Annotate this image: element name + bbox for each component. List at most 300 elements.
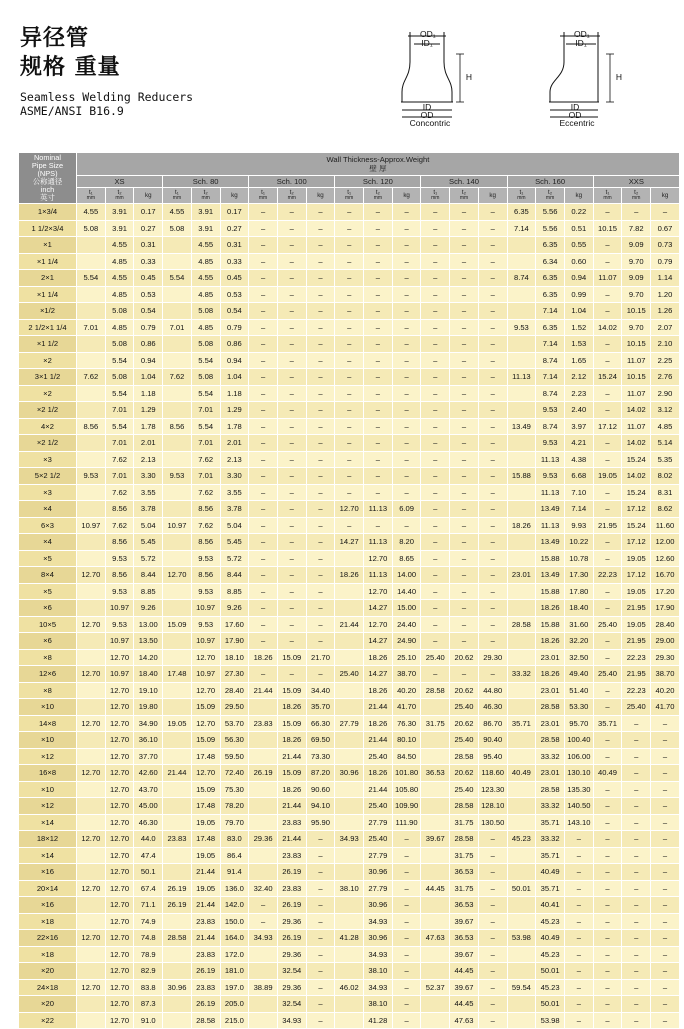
value-cell <box>77 897 106 914</box>
size-cell: 1×3/4 <box>19 204 77 221</box>
value-cell: 21.44 <box>277 748 306 765</box>
value-cell: 24.90 <box>392 633 421 650</box>
value-cell <box>421 1012 450 1029</box>
value-cell: 10.97 <box>105 600 134 617</box>
value-cell: 50.01 <box>507 880 536 897</box>
value-cell: 7.62 <box>77 369 106 386</box>
value-cell: – <box>392 847 421 864</box>
sub-header <box>622 188 651 204</box>
value-cell: 14.27 <box>335 534 364 551</box>
title-en-line2: ASME/ANSI B16.9 <box>20 104 124 118</box>
value-cell: 17.60 <box>220 616 249 633</box>
value-cell: 3.97 <box>564 418 593 435</box>
value-cell: – <box>306 979 335 996</box>
value-cell: 38.89 <box>249 979 278 996</box>
value-cell: 10.15 <box>622 303 651 320</box>
value-cell: 18.26 <box>364 682 393 699</box>
value-cell: 47.63 <box>421 930 450 947</box>
value-cell: 105.80 <box>392 781 421 798</box>
value-cell <box>249 814 278 831</box>
schedule-header: XXS <box>593 176 679 188</box>
value-cell: 38.10 <box>364 963 393 980</box>
value-cell: – <box>249 402 278 419</box>
value-cell: 1.18 <box>220 385 249 402</box>
value-cell: 5.54 <box>105 352 134 369</box>
value-cell: – <box>450 303 479 320</box>
value-cell: 13.00 <box>134 616 163 633</box>
value-cell: 143.10 <box>564 814 593 831</box>
value-cell: – <box>593 781 622 798</box>
value-cell: 8.44 <box>134 567 163 584</box>
value-cell <box>77 402 106 419</box>
value-cell: – <box>277 369 306 386</box>
value-cell: – <box>364 253 393 270</box>
table-row <box>19 963 680 980</box>
value-cell: – <box>306 600 335 617</box>
value-cell: 29.00 <box>651 633 680 650</box>
value-cell: – <box>249 550 278 567</box>
value-cell: 3.91 <box>191 220 220 237</box>
value-cell: – <box>306 963 335 980</box>
value-cell: – <box>593 501 622 518</box>
value-cell: – <box>306 501 335 518</box>
value-cell: 12.70 <box>105 1012 134 1029</box>
value-cell: 215.0 <box>220 1012 249 1029</box>
value-cell: 12.70 <box>105 699 134 716</box>
value-cell: 4.85 <box>105 253 134 270</box>
value-cell: 10.97 <box>77 517 106 534</box>
sub-header <box>593 188 622 204</box>
value-cell <box>77 963 106 980</box>
size-cell: ×1 1/2 <box>19 336 77 353</box>
value-cell: 13.49 <box>507 418 536 435</box>
value-cell: 34.93 <box>364 946 393 963</box>
value-cell: 90.60 <box>306 781 335 798</box>
value-cell: 27.79 <box>364 814 393 831</box>
value-cell: 150.0 <box>220 913 249 930</box>
value-cell <box>249 864 278 881</box>
value-cell: – <box>651 913 680 930</box>
value-cell: – <box>392 336 421 353</box>
value-cell: – <box>306 880 335 897</box>
value-cell: 3.30 <box>134 468 163 485</box>
value-cell: – <box>392 484 421 501</box>
value-cell: 22.23 <box>593 567 622 584</box>
value-cell: – <box>335 385 364 402</box>
eccentric-id-label: ID <box>570 102 580 112</box>
value-cell <box>77 237 106 254</box>
value-cell: 136.0 <box>220 880 249 897</box>
value-cell: 12.70 <box>191 765 220 782</box>
value-cell: – <box>421 567 450 584</box>
value-cell: 79.70 <box>220 814 249 831</box>
value-cell: – <box>622 732 651 749</box>
value-cell: – <box>651 715 680 732</box>
table-row <box>19 996 680 1013</box>
value-cell <box>77 798 106 815</box>
table-row <box>19 237 680 254</box>
value-cell: – <box>249 517 278 534</box>
value-cell <box>335 897 364 914</box>
value-cell: – <box>392 963 421 980</box>
value-cell: – <box>421 319 450 336</box>
table-row <box>19 649 680 666</box>
sub-header-unit: mm <box>517 195 526 201</box>
value-cell: 4.85 <box>191 286 220 303</box>
value-cell: – <box>593 831 622 848</box>
size-cell: ×1/2 <box>19 303 77 320</box>
value-cell: – <box>421 303 450 320</box>
value-cell: – <box>622 897 651 914</box>
value-cell: 19.05 <box>191 847 220 864</box>
value-cell: 67.4 <box>134 880 163 897</box>
value-cell: – <box>450 270 479 287</box>
value-cell: – <box>622 765 651 782</box>
value-cell: – <box>593 979 622 996</box>
value-cell: – <box>622 781 651 798</box>
value-cell: – <box>335 352 364 369</box>
value-cell: – <box>249 204 278 221</box>
size-cell: ×6 <box>19 600 77 617</box>
value-cell: 12.70 <box>364 583 393 600</box>
value-cell: – <box>392 204 421 221</box>
value-cell: 34.93 <box>249 930 278 947</box>
size-cell: 8×4 <box>19 567 77 584</box>
value-cell: – <box>478 534 507 551</box>
value-cell <box>507 435 536 452</box>
value-cell: 46.02 <box>335 979 364 996</box>
value-cell: – <box>478 963 507 980</box>
value-cell <box>163 913 192 930</box>
value-cell: – <box>478 484 507 501</box>
value-cell: 15.09 <box>191 732 220 749</box>
value-cell: 82.9 <box>134 963 163 980</box>
value-cell <box>421 913 450 930</box>
value-cell: 2.12 <box>564 369 593 386</box>
value-cell: 3.30 <box>220 468 249 485</box>
value-cell: 3.78 <box>134 501 163 518</box>
value-cell <box>77 913 106 930</box>
value-cell: – <box>478 666 507 683</box>
value-cell <box>507 633 536 650</box>
value-cell: – <box>392 369 421 386</box>
value-cell: – <box>593 550 622 567</box>
size-cell: ×18 <box>19 913 77 930</box>
value-cell: 86.70 <box>478 715 507 732</box>
value-cell: 25.40 <box>450 732 479 749</box>
value-cell: 0.51 <box>564 220 593 237</box>
value-cell: 21.44 <box>191 930 220 947</box>
value-cell: 38.70 <box>651 666 680 683</box>
value-cell: 12.70 <box>77 979 106 996</box>
value-cell <box>335 814 364 831</box>
value-cell: 6.34 <box>536 253 565 270</box>
value-cell: – <box>364 468 393 485</box>
value-cell: 39.67 <box>421 831 450 848</box>
value-cell: 111.90 <box>392 814 421 831</box>
value-cell <box>507 699 536 716</box>
size-cell: 4×2 <box>19 418 77 435</box>
value-cell: 87.3 <box>134 996 163 1013</box>
value-cell: 8.56 <box>77 418 106 435</box>
value-cell: 25.40 <box>593 666 622 683</box>
value-cell <box>507 352 536 369</box>
value-cell: 11.13 <box>536 484 565 501</box>
value-cell: 17.12 <box>593 418 622 435</box>
sub-header-label: t₂ <box>375 189 380 196</box>
value-cell: 7.01 <box>77 319 106 336</box>
value-cell: 28.58 <box>536 699 565 716</box>
sub-header-unit: mm <box>632 195 641 201</box>
value-cell <box>163 847 192 864</box>
value-cell: – <box>421 369 450 386</box>
value-cell <box>163 946 192 963</box>
value-cell <box>163 435 192 452</box>
value-cell: 12.60 <box>651 550 680 567</box>
value-cell: – <box>392 468 421 485</box>
table-row <box>19 1012 680 1029</box>
size-cell: ×5 <box>19 583 77 600</box>
value-cell: 15.09 <box>277 765 306 782</box>
value-cell: 19.05 <box>163 715 192 732</box>
value-cell: 59.54 <box>507 979 536 996</box>
value-cell: – <box>392 897 421 914</box>
value-cell: 9.53 <box>105 616 134 633</box>
value-cell <box>163 781 192 798</box>
value-cell: 72.40 <box>220 765 249 782</box>
value-cell: 172.0 <box>220 946 249 963</box>
size-cell: ×10 <box>19 699 77 716</box>
size-cell: 2 1/2×1 1/4 <box>19 319 77 336</box>
value-cell: – <box>249 583 278 600</box>
value-cell: 15.88 <box>536 616 565 633</box>
sub-header-label: t₁ <box>175 189 179 196</box>
value-cell: – <box>622 996 651 1013</box>
value-cell <box>507 385 536 402</box>
value-cell: 12.70 <box>105 864 134 881</box>
value-cell: – <box>306 484 335 501</box>
value-cell: 28.58 <box>421 682 450 699</box>
value-cell: 21.95 <box>593 517 622 534</box>
value-cell: 0.67 <box>651 220 680 237</box>
value-cell: 66.30 <box>306 715 335 732</box>
value-cell: 41.28 <box>335 930 364 947</box>
value-cell: 6.35 <box>507 204 536 221</box>
value-cell <box>163 798 192 815</box>
value-cell <box>421 864 450 881</box>
value-cell: 15.09 <box>277 682 306 699</box>
value-cell: – <box>335 402 364 419</box>
value-cell: – <box>622 946 651 963</box>
table-row <box>19 748 680 765</box>
value-cell: 12.70 <box>335 501 364 518</box>
nps-header-line: (NPS) <box>37 169 58 178</box>
value-cell: 44.45 <box>450 996 479 1013</box>
value-cell <box>163 336 192 353</box>
value-cell: 36.10 <box>134 732 163 749</box>
value-cell: 19.05 <box>593 468 622 485</box>
value-cell: – <box>306 946 335 963</box>
sub-header-unit: mm <box>287 195 296 201</box>
sub-header <box>335 188 364 204</box>
value-cell <box>507 253 536 270</box>
value-cell <box>421 847 450 864</box>
value-cell <box>507 748 536 765</box>
value-cell: – <box>450 468 479 485</box>
table-row <box>19 220 680 237</box>
value-cell <box>77 303 106 320</box>
value-cell <box>507 550 536 567</box>
value-cell <box>507 946 536 963</box>
value-cell: 83.0 <box>220 831 249 848</box>
value-cell: 100.40 <box>564 732 593 749</box>
value-cell <box>335 913 364 930</box>
value-cell: – <box>249 567 278 584</box>
sub-header-label: kg <box>403 191 410 199</box>
schedule-header: Sch. 160 <box>507 176 593 188</box>
value-cell: – <box>277 517 306 534</box>
value-cell: 0.54 <box>220 303 249 320</box>
value-cell: – <box>564 996 593 1013</box>
value-cell: 11.13 <box>507 369 536 386</box>
value-cell: 28.58 <box>450 798 479 815</box>
value-cell: 9.26 <box>134 600 163 617</box>
value-cell: – <box>364 517 393 534</box>
sub-header <box>220 188 249 204</box>
value-cell: 56.30 <box>220 732 249 749</box>
value-cell: – <box>421 352 450 369</box>
value-cell: 109.90 <box>392 798 421 815</box>
value-cell: 21.44 <box>364 781 393 798</box>
value-cell: 15.24 <box>622 484 651 501</box>
value-cell: 5.08 <box>191 336 220 353</box>
value-cell: 7.62 <box>191 484 220 501</box>
value-cell: 30.96 <box>364 930 393 947</box>
value-cell: – <box>392 220 421 237</box>
value-cell: 12.70 <box>105 897 134 914</box>
value-cell: 52.37 <box>421 979 450 996</box>
value-cell: – <box>335 303 364 320</box>
value-cell: 27.79 <box>364 880 393 897</box>
value-cell: 28.58 <box>507 616 536 633</box>
value-cell: 10.97 <box>163 517 192 534</box>
value-cell: – <box>306 616 335 633</box>
value-cell: – <box>277 385 306 402</box>
value-cell: 9.53 <box>507 319 536 336</box>
value-cell: – <box>277 534 306 551</box>
value-cell: 3.91 <box>191 204 220 221</box>
value-cell: 4.55 <box>105 237 134 254</box>
value-cell: 17.48 <box>191 831 220 848</box>
value-cell: 28.58 <box>191 1012 220 1029</box>
value-cell: 25.40 <box>364 798 393 815</box>
value-cell: – <box>564 1012 593 1029</box>
value-cell: – <box>392 286 421 303</box>
value-cell <box>163 253 192 270</box>
value-cell: – <box>478 418 507 435</box>
value-cell: – <box>249 418 278 435</box>
value-cell: – <box>478 897 507 914</box>
size-cell: ×5 <box>19 550 77 567</box>
value-cell: 21.44 <box>277 831 306 848</box>
value-cell: 0.27 <box>134 220 163 237</box>
value-cell: – <box>306 913 335 930</box>
value-cell <box>421 798 450 815</box>
value-cell: – <box>421 484 450 501</box>
value-cell <box>163 633 192 650</box>
value-cell: 7.62 <box>105 451 134 468</box>
value-cell: – <box>593 237 622 254</box>
value-cell: – <box>421 451 450 468</box>
value-cell: 0.86 <box>220 336 249 353</box>
value-cell: 140.50 <box>564 798 593 815</box>
value-cell <box>249 781 278 798</box>
value-cell: 7.01 <box>105 402 134 419</box>
value-cell: 21.95 <box>622 666 651 683</box>
value-cell: – <box>306 369 335 386</box>
value-cell: – <box>421 600 450 617</box>
value-cell: – <box>392 418 421 435</box>
value-cell: 94.10 <box>306 798 335 815</box>
value-cell: – <box>450 286 479 303</box>
value-cell: – <box>450 319 479 336</box>
value-cell: – <box>249 666 278 683</box>
value-cell: 4.85 <box>191 253 220 270</box>
value-cell: – <box>593 913 622 930</box>
value-cell <box>335 633 364 650</box>
value-cell: 2.23 <box>564 385 593 402</box>
value-cell <box>421 946 450 963</box>
value-cell: 91.4 <box>220 864 249 881</box>
sub-header-unit: mm <box>172 195 182 201</box>
value-cell: – <box>364 204 393 221</box>
value-cell: 5.72 <box>134 550 163 567</box>
value-cell: – <box>421 220 450 237</box>
value-cell: – <box>450 385 479 402</box>
value-cell <box>249 699 278 716</box>
size-cell: ×1 1/4 <box>19 286 77 303</box>
value-cell: – <box>478 220 507 237</box>
value-cell: 1.29 <box>134 402 163 419</box>
value-cell: – <box>249 897 278 914</box>
value-cell: 0.99 <box>564 286 593 303</box>
value-cell: – <box>651 748 680 765</box>
value-cell: 18.26 <box>536 666 565 683</box>
value-cell: 5.08 <box>105 303 134 320</box>
value-cell: 7.62 <box>191 451 220 468</box>
value-cell: 15.24 <box>622 451 651 468</box>
value-cell: 12.70 <box>77 831 106 848</box>
size-cell: ×8 <box>19 682 77 699</box>
table-row <box>19 451 680 468</box>
value-cell: 6.35 <box>536 319 565 336</box>
value-cell: – <box>564 880 593 897</box>
value-cell: 37.70 <box>134 748 163 765</box>
value-cell: 34.93 <box>364 913 393 930</box>
sub-header-unit: mm <box>201 195 210 201</box>
value-cell: – <box>478 435 507 452</box>
size-cell: ×14 <box>19 814 77 831</box>
table-row <box>19 204 680 221</box>
value-cell <box>163 501 192 518</box>
value-cell: 7.01 <box>191 402 220 419</box>
value-cell: – <box>593 303 622 320</box>
sub-header <box>651 188 680 204</box>
value-cell: 19.05 <box>622 583 651 600</box>
value-cell: – <box>564 930 593 947</box>
value-cell: 135.30 <box>564 781 593 798</box>
value-cell: 9.53 <box>191 616 220 633</box>
